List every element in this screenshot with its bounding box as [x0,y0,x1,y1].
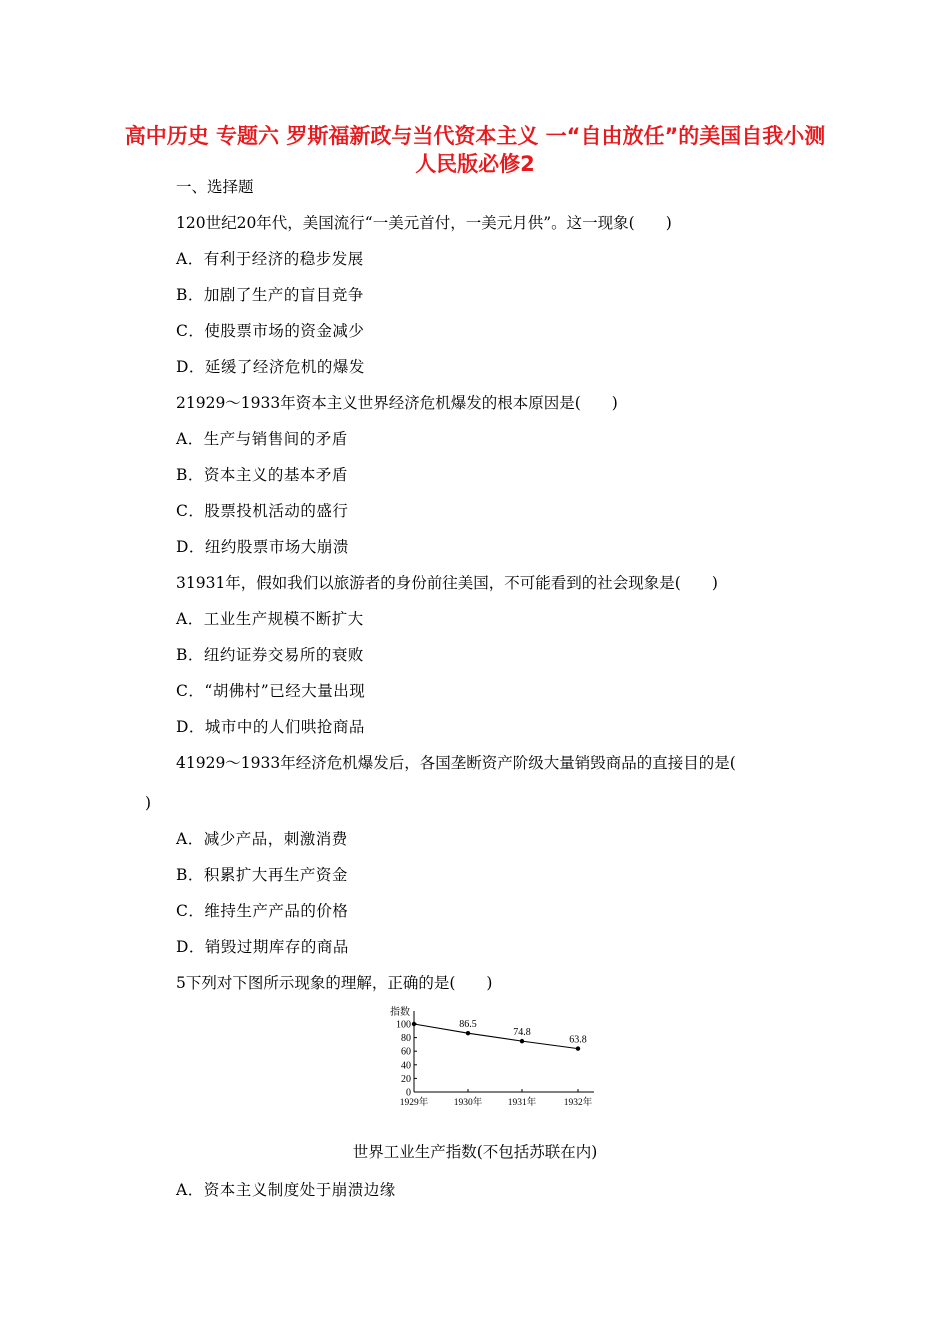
document-title: 高中历史 专题六 罗斯福新政与当代资本主义 一“自由放任”的美国自我小测 人民版必修2 [124,124,826,176]
question-4-stem-continuation: ) [145,794,152,812]
question-2-stem: 21929～1933年资本主义世界经济危机爆发的根本原因是( ) [176,394,618,412]
question-3-option-d: D．城市中的人们哄抢商品 [176,718,365,736]
y-axis-title: 指数 [390,1007,410,1018]
question-2-option-d: D．纽约股票市场大崩溃 [176,538,349,556]
question-1-option-d: D．延缓了经济危机的爆发 [176,358,365,376]
x-tick-label: 1930年 [453,1098,483,1108]
question-4-option-d: D．销毁过期库存的商品 [176,938,349,956]
question-3-option-a: A．工业生产规模不断扩大 [176,610,364,628]
data-point [520,1039,524,1043]
question-2-option-c: C．股票投机活动的盛行 [176,502,349,520]
question-1-stem: 120世纪20年代，美国流行“一美元首付，一美元月供”。这一现象( ) [176,214,672,232]
question-3-option-b: B．纽约证券交易所的衰败 [176,646,364,664]
question-4-stem: 41929～1933年经济危机爆发后，各国垄断资产阶级大量销毁商品的直接目的是( [176,754,736,772]
question-5-option-a: A．资本主义制度处于崩溃边缘 [176,1181,396,1199]
x-tick-label: 1929年 [399,1098,429,1108]
question-3-option-c: C．“胡佛村”已经大量出现 [176,682,366,700]
line-chart-svg [384,1004,604,1110]
section-heading: 一、选择题 [176,178,254,196]
industrial-index-chart [384,1004,604,1110]
data-label: 74.8 [513,1027,531,1039]
y-tick-label: 0 [406,1087,411,1099]
question-3-stem: 31931年，假如我们以旅游者的身份前往美国，不可能看到的社会现象是( ) [176,574,718,592]
question-1-option-b: B．加剧了生产的盲目竞争 [176,286,364,304]
y-tick-label: 40 [401,1060,411,1072]
y-tick-label: 60 [401,1046,411,1058]
y-tick-label: 100 [396,1019,411,1031]
question-5-stem: 5下列对下图所示现象的理解，正确的是( ) [176,974,493,992]
question-4-option-a: A．减少产品，刺激消费 [176,830,348,848]
series-line [414,1024,578,1049]
data-point [466,1031,470,1035]
x-tick-label: 1931年 [507,1098,537,1108]
question-4-option-b: B．积累扩大再生产资金 [176,866,348,884]
data-label: 86.5 [459,1019,477,1031]
data-point [576,1046,580,1050]
question-1-option-a: A．有利于经济的稳步发展 [176,250,364,268]
question-2-option-b: B．资本主义的基本矛盾 [176,466,348,484]
question-2-option-a: A．生产与销售间的矛盾 [176,430,348,448]
y-tick-label: 80 [401,1033,411,1045]
x-tick-label: 1932年 [563,1098,593,1108]
question-4-option-c: C．维持生产产品的价格 [176,902,349,920]
chart-caption: 世界工业生产指数(不包括苏联在内) [352,1143,598,1161]
question-1-option-c: C．使股票市场的资金减少 [176,322,365,340]
data-point [412,1022,416,1026]
y-tick-label: 20 [401,1073,411,1085]
data-label: 63.8 [569,1034,587,1046]
